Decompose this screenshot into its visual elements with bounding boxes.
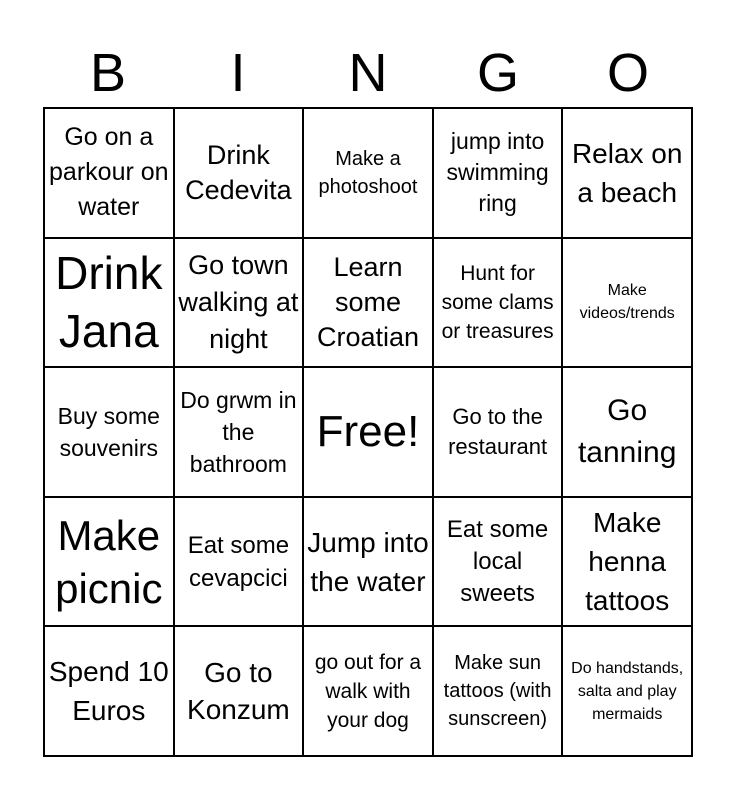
header-letter-b: B	[89, 43, 127, 103]
cell-text: Go tanning	[577, 393, 677, 469]
bingo-cell	[45, 498, 175, 628]
cell-text: Make a photoshoot	[318, 147, 418, 198]
cell-text: Relax on a beach	[571, 137, 683, 208]
bingo-cell	[563, 109, 693, 239]
cell-text: Eat some local sweets	[446, 515, 549, 607]
cell-text: Drink Cedevita	[185, 139, 292, 205]
cell-text: go out for a walk with your dog	[314, 650, 422, 732]
bingo-cell	[434, 368, 564, 498]
bingo-header	[43, 40, 693, 106]
header-letter-g: G	[476, 43, 519, 103]
header-letter-o: O	[606, 43, 649, 103]
bingo-cell	[304, 368, 434, 498]
cell-text: Spend 10 Euros	[48, 656, 169, 727]
cell-text: Go town walking at night	[178, 249, 299, 354]
bingo-cell	[563, 239, 693, 369]
bingo-cell	[45, 368, 175, 498]
bingo-cell	[175, 498, 305, 628]
cell-text: Do grwm in the bathroom	[180, 386, 297, 477]
bingo-cell	[434, 627, 564, 757]
bingo-cell	[304, 109, 434, 239]
cell-text: Go to Konzum	[187, 657, 290, 726]
bingo-cell	[175, 368, 305, 498]
bingo-cell	[45, 109, 175, 239]
bingo-cell	[175, 239, 305, 369]
bingo-cell	[563, 627, 693, 757]
cell-text: Make sun tattoos (with sunscreen)	[443, 652, 552, 731]
cell-text: Go on a parkour on water	[49, 123, 169, 222]
bingo-cell	[304, 627, 434, 757]
cell-text: Drink Jana	[55, 247, 163, 358]
cell-text: jump into swimming ring	[446, 128, 549, 217]
cell-text: Jump into the water	[307, 526, 429, 597]
bingo-cell	[175, 627, 305, 757]
cell-text: Go to the restaurant	[448, 403, 548, 459]
bingo-cell	[175, 109, 305, 239]
bingo-cell	[434, 239, 564, 369]
cell-text: Do handstands, salta and play mermaids	[571, 659, 684, 723]
bingo-cell	[304, 239, 434, 369]
cell-text: Buy some souvenirs	[57, 402, 160, 461]
cell-text: Eat some cevapcici	[187, 531, 290, 592]
cell-text: Learn some Croatian	[316, 251, 420, 352]
bingo-cell	[434, 109, 564, 239]
bingo-cell	[434, 498, 564, 628]
cell-text: Make videos/trends	[579, 282, 675, 323]
bingo-cell	[563, 498, 693, 628]
bingo-cell	[45, 627, 175, 757]
bingo-grid	[43, 107, 693, 757]
header-letter-i: I	[230, 43, 246, 103]
cell-text: Make picnic	[55, 511, 163, 612]
cell-text: Free!	[316, 406, 420, 456]
bingo-cell	[563, 368, 693, 498]
header-letter-n: N	[348, 43, 388, 103]
cell-text: Make henna tattoos	[585, 507, 670, 617]
bingo-cell	[45, 239, 175, 369]
bingo-cell	[304, 498, 434, 628]
cell-text: Hunt for some clams or treasures	[441, 261, 554, 343]
